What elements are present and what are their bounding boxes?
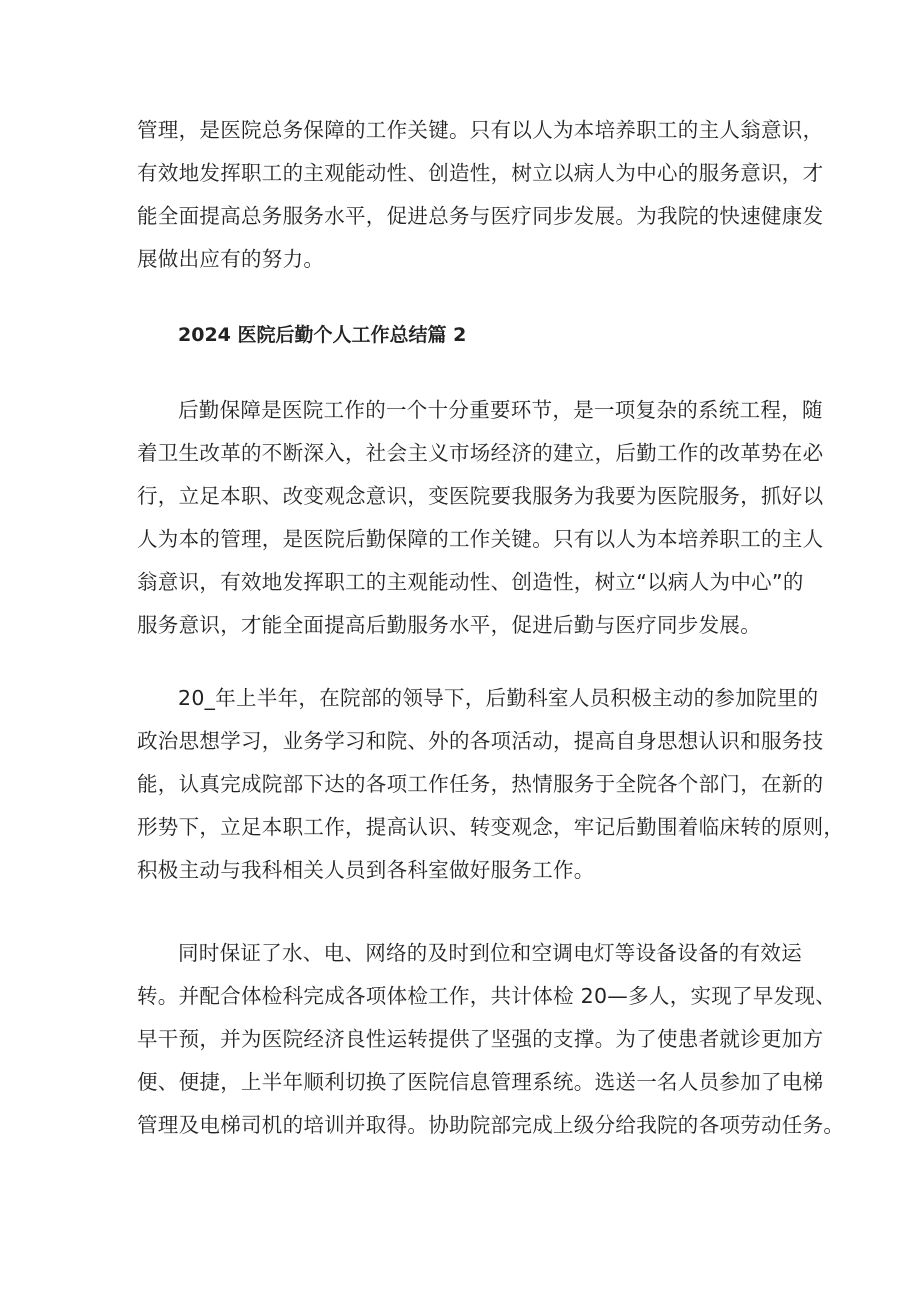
paragraph-line: 展做出应有的努力。 [137, 247, 325, 271]
paragraph-line: 早干预，并为医院经济良性运转提供了坚强的支撑。为了使患者就诊更加方 [137, 1027, 824, 1051]
paragraph-4 [137, 932, 845, 1147]
paragraph-line: 形势下，立足本职工作，提高认识、转变观念，牢记后勤围着临床转的原则， [137, 815, 845, 839]
paragraph-2 [137, 389, 824, 647]
paragraph-line: 转。并配合体检科完成各项体检工作，共计体检 20—多人，实现了早发现、 [137, 984, 837, 1008]
paragraph-line: 有效地发挥职工的主观能动性、创造性，树立以病人为中心的服务意识，才 [137, 161, 824, 185]
paragraph-line: 同时保证了水、电、网络的及时到位和空调电灯等设备设备的有效运 [178, 941, 802, 965]
paragraph-line: 能全面提高总务服务水平，促进总务与医疗同步发展。为我院的快速健康发 [137, 204, 824, 228]
paragraph-line: 政治思想学习，业务学习和院、外的各项活动，提高自身思想认识和服务技 [137, 729, 824, 753]
paragraph-line: 人为本的管理，是医院后勤保障的工作关键。只有以人为本培养职工的主人 [137, 527, 824, 551]
paragraph-line: 管理及电梯司机的培训并取得。协助院部完成上级分给我院的各项劳动任务。 [137, 1113, 845, 1137]
paragraph-line: 便、便捷，上半年顺利切换了医院信息管理系统。选送一名人员参加了电梯 [137, 1070, 824, 1094]
paragraph-line: 能，认真完成院部下达的各项工作任务，热情服务于全院各个部门，在新的 [137, 772, 824, 796]
paragraph-line: 积极主动与我科相关人员到各科室做好服务工作。 [137, 858, 595, 882]
paragraph-line: 服务意识，才能全面提高后勤服务水平，促进后勤与医疗同步发展。 [137, 613, 761, 637]
paragraph-line: 后勤保障是医院工作的一个十分重要环节，是一项复杂的系统工程，随 [178, 398, 823, 422]
paragraph-line: 着卫生改革的不断深入，社会主义市场经济的建立，后勤工作的改革势在必 [137, 441, 824, 465]
paragraph-1 [137, 109, 824, 281]
paragraph-line: 管理，是医院总务保障的工作关键。只有以人为本培养职工的主人翁意识， [137, 118, 824, 142]
paragraph-line: 翁意识，有效地发挥职工的主观能动性、创造性，树立“以病人为中心”的 [137, 570, 804, 594]
paragraph-3 [137, 677, 845, 892]
paragraph-line: 行，立足本职、改变观念意识，变医院要我服务为我要为医院服务，抓好以 [137, 484, 824, 508]
section-heading: 2024 医院后勤个人工作总结篇 2 [178, 324, 467, 346]
paragraph-line: 20_年上半年，在院部的领导下，后勤科室人员积极主动的参加院里的 [178, 686, 819, 710]
